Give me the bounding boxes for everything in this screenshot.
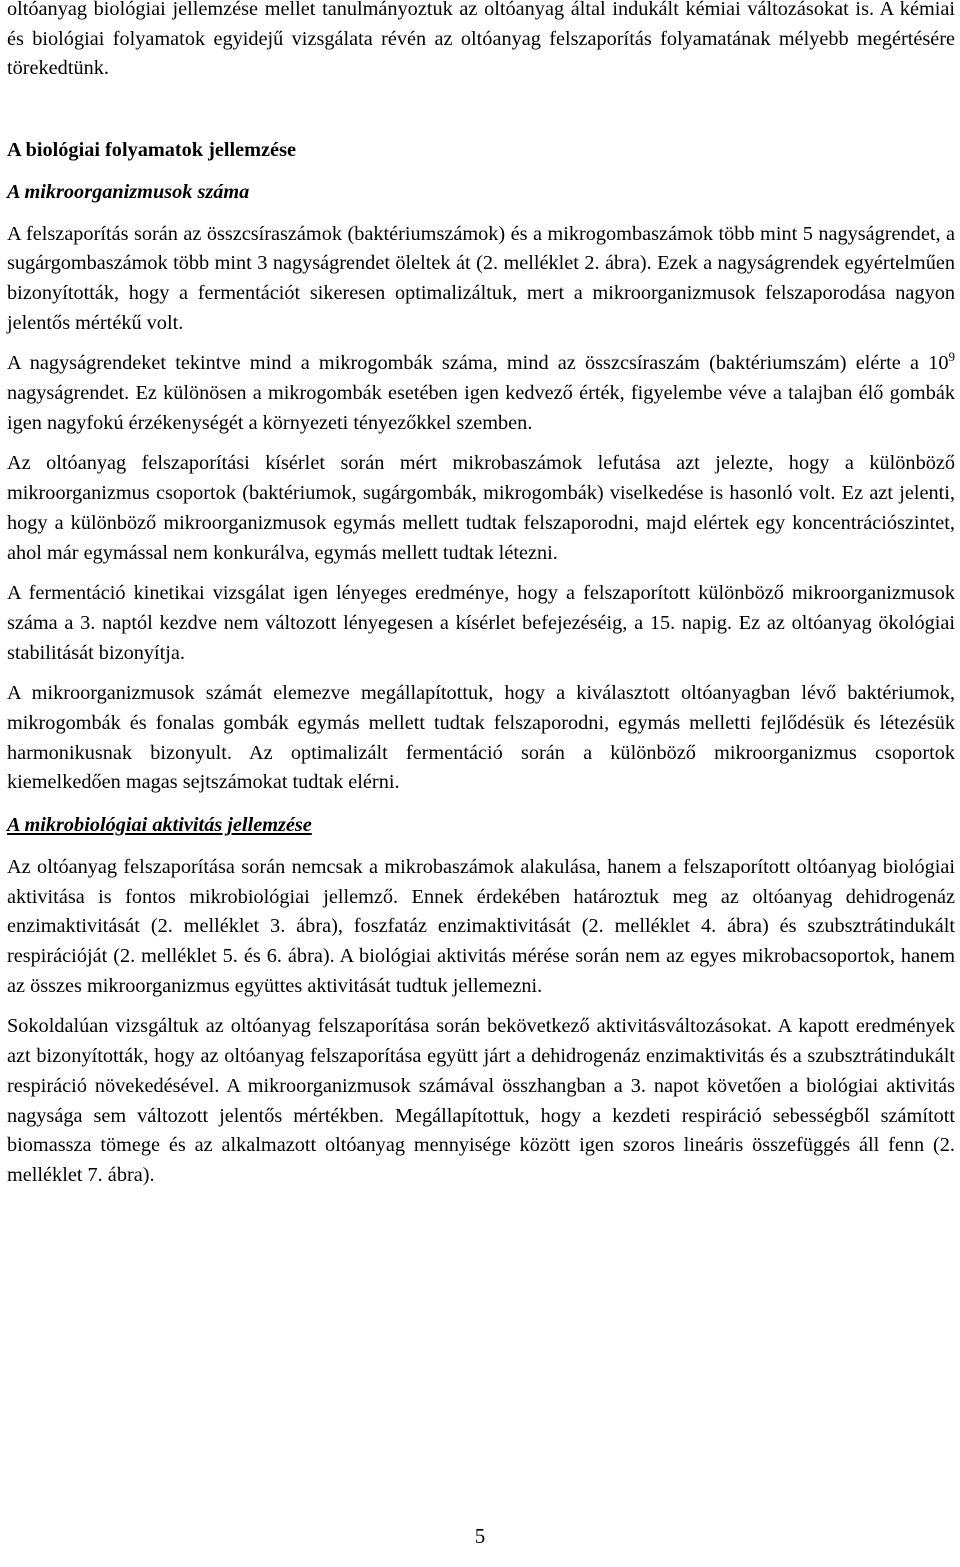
paragraph-5: A mikroorganizmusok számát elemezve megállapítottuk, hogy a kiválasztott oltóanyagban lévő baktériumok, mikrogombák és fonalas gombák egymás mellett tudtak felszaporodni, egymás melletti fejlődésük és létezésük harmonikusnak bizonyult. Az optimalizált fermentáció során a különböző mikroorganizmus csoportok kiemelkedően magas sejtszámokat tudtak elérni. bbox=[7, 682, 955, 794]
paragraph-3: Az oltóanyag felszaporítási kísérlet során mért mikrobaszámok lefutása azt jelezte, hogy a különböző mikroorganizmus csoportok (baktériumok, sugárgombák, mikrogombák) viselkedése is hasonló volt. Ez azt jelenti, hogy a különböző mikroorganizmusok egymás mellett tudtak felszaporodni, majd elértek egy koncentrációszintet, ahol már egymással nem konkurálva, egymás mellett tudtak létezni. bbox=[7, 452, 955, 564]
section-title: A biológiai folyamatok jellemzése bbox=[7, 139, 296, 162]
subsection-title-activity bbox=[7, 811, 955, 841]
paragraph-2 bbox=[7, 349, 955, 438]
paragraph-1: A felszaporítás során az összcsíraszámok (baktériumszámok) és a mikrogombaszámok több mint 5 nagyságrendet, a sugárgombaszámok több mint 3 nagyságrendet öleltek át (2. melléklet 2. ábra). Ezek a nagyságrendek egyértelműen bizonyították, hogy a fermentációt sikeresen optimalizáltuk, mert a mikroorganizmusok felszaporodása nagyon jelentős mértékű volt. bbox=[7, 222, 955, 334]
subsection-title-microorganism-count: A mikroorganizmusok száma bbox=[7, 180, 250, 203]
paragraph-2-after: nagyságrendet. Ez különösen a mikrogombák esetében igen kedvező érték, figyelembe véve a talajban élő gombák igen nagyfokú érzékenységét a környezeti tényezőkkel szemben. bbox=[7, 382, 955, 434]
page-number: 5 bbox=[474, 1524, 486, 1548]
document-page bbox=[7, 0, 955, 1191]
intro-paragraph: oltóanyag biológiai jellemzése mellet tanulmányoztuk az oltóanyag által indukált kémiai változásokat is. A kémiai és biológiai folyamatok egyidejű vizsgálata révén az oltóanyag felszaporítás folyamatának mélyebb megértésére törekedtünk. bbox=[7, 0, 955, 80]
paragraph-6: Az oltóanyag felszaporítása során nemcsak a mikrobaszámok alakulása, hanem a felszaporított oltóanyag biológiai aktivitása is fontos mikrobiológiai jellemző. Ennek érdekében határoztuk meg az oltóanyag dehidrogenáz enzimaktivitását (2. melléklet 3. ábra), foszfatáz enzimaktivitását (2. melléklet 4. ábra) és szubsztrátindukált respirációját (2. melléklet 5. és 6. ábra). A biológiai aktivitás mérése során nem az egyes mikrobacsoportok, hanem az összes mikroorganizmus együttes aktivitását tudtuk jellemezni. bbox=[7, 855, 955, 997]
paragraph-7: Sokoldalúan vizsgáltuk az oltóanyag felszaporítása során bekövetkező aktivitásváltozásokat. A kapott eredmények azt bizonyították, hogy az oltóanyag felszaporítása együtt járt a dehidrogenáz enzimaktivitás és a szubsztrátindukált respiráció növekedésével. A mikroorganizmusok számával összhangban a 3. napot követően a biológiai aktivitás nagysága sem változott jelentős mértékben. Megállapítottuk, hogy a kezdeti respiráció sebességből számított biomassza tömege és az alkalmazott oltóanyag mennyisége között igen szoros lineáris összefüggés áll fenn (2. melléklet 7. ábra). bbox=[7, 1015, 955, 1186]
paragraph-2-exponent: 9 bbox=[948, 349, 955, 365]
paragraph-2-before: A nagyságrendeket tekintve mind a mikrogombák száma, mind az összcsíraszám (baktériumszám) elérte a 10 bbox=[7, 352, 949, 375]
subsection-title-activity-text: A mikrobiológiai aktivitás jellemzése bbox=[7, 814, 312, 837]
paragraph-4: A fermentáció kinetikai vizsgálat igen lényeges eredménye, hogy a felszaporított különböző mikroorganizmusok száma a 3. naptól kezdve nem változott lényegesen a kísérlet befejezéséig, a 15. napig. Ez az oltóanyag ökológiai stabilitását bizonyítja. bbox=[7, 582, 955, 664]
